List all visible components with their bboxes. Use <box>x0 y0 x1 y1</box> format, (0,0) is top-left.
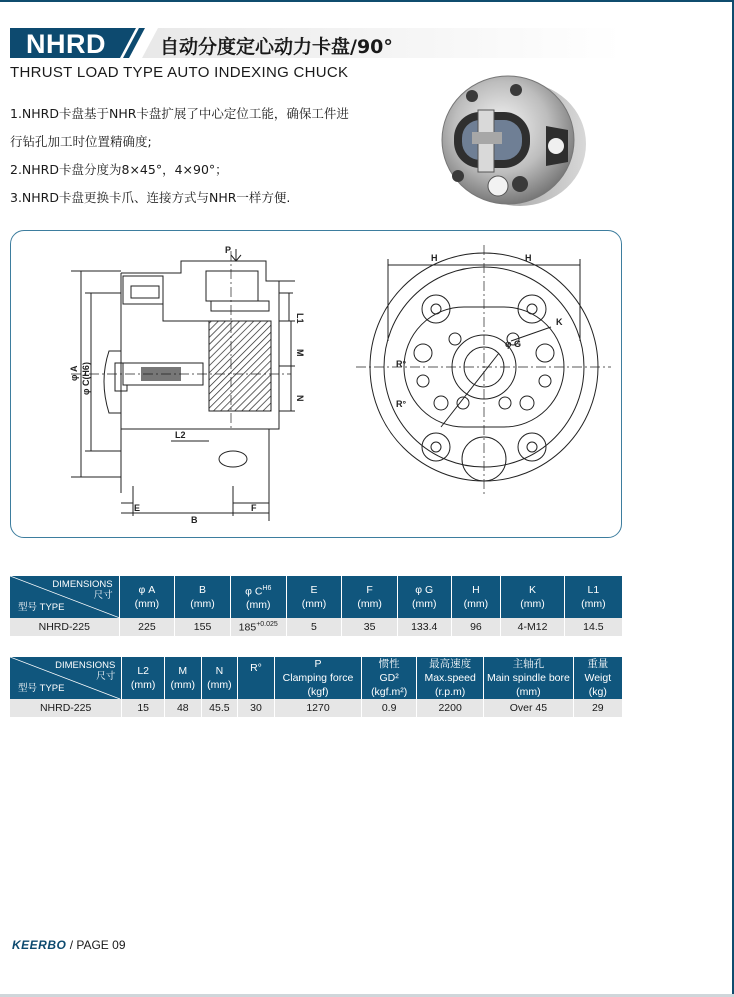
label-p: P <box>225 245 232 255</box>
brand-logo: KEERBO <box>12 938 67 952</box>
feature-line: 3.NHRD卡盘更换卡爪、连接方式与NHR一样方便. <box>10 190 291 205</box>
product-subtitle: THRUST LOAD TYPE AUTO INDEXING CHUCK <box>10 64 349 81</box>
drawing-svg <box>11 231 623 539</box>
col-g: φ G (mm) <box>397 576 451 618</box>
col-c: φ $C^{H6}$ (mm) <box>230 576 286 618</box>
cell-value: 2200 <box>417 699 484 717</box>
cell-value: 225 <box>119 618 175 636</box>
col-m: M (mm) <box>165 657 202 699</box>
cell-value: 5 <box>286 618 342 636</box>
title-bar <box>10 28 622 58</box>
cell-value: 15 <box>122 699 165 717</box>
feature-line: 行钻孔加工时位置精确度; <box>10 134 152 149</box>
col-h: H (mm) <box>451 576 501 618</box>
col-b: B (mm) <box>175 576 231 618</box>
table-row <box>10 618 622 636</box>
technical-drawing <box>10 230 622 538</box>
feature-line: 2.NHRD卡盘分度为8×45°，4×90°； <box>10 162 228 177</box>
page-footer <box>12 938 126 952</box>
col-bore: 主轴孔 Main spindle bore (mm) <box>484 657 573 699</box>
label-k: K <box>556 317 563 327</box>
col-l2: L2 (mm) <box>122 657 165 699</box>
label-b: B <box>191 515 198 525</box>
cell-value: 4-M12 <box>501 618 565 636</box>
spec-table-1 <box>10 576 622 636</box>
label-r2: R° <box>396 399 407 409</box>
corner-dimensions: DIMENSIONS <box>55 660 116 671</box>
table-row <box>10 699 622 717</box>
label-g: φ G <box>505 339 521 349</box>
col-l1: L1 (mm) <box>564 576 622 618</box>
label-h2: H <box>525 253 532 263</box>
cell-type: NHRD-225 <box>10 699 122 717</box>
top-rule <box>0 0 734 2</box>
corner-type: 型号 TYPE <box>18 683 65 694</box>
table-header-row <box>10 657 622 699</box>
label-l1: L1 <box>295 313 305 324</box>
cell-value: 35 <box>342 618 398 636</box>
col-p: P Clamping force (kgf) <box>274 657 361 699</box>
cell-value: Over 45 <box>484 699 573 717</box>
label-n: N <box>295 395 305 402</box>
col-k: K (mm) <box>501 576 565 618</box>
cell-value: 14.5 <box>564 618 622 636</box>
col-a: φ A (mm) <box>119 576 175 618</box>
cell-value: 1270 <box>274 699 361 717</box>
corner-dimensions: DIMENSIONS <box>52 579 113 590</box>
cell-value: 48 <box>165 699 202 717</box>
cell-value: 30 <box>238 699 275 717</box>
label-e: E <box>134 503 141 513</box>
product-name-cn: 自动分度定心动力卡盘/90° <box>160 36 393 58</box>
col-gd2: 惯性 GD² (kgf.m²) <box>362 657 417 699</box>
corner-dimensions-cn: 尺寸 <box>96 671 116 682</box>
label-l2: L2 <box>175 430 186 440</box>
feature-line: 1.NHRD卡盘基于NHR卡盘扩展了中心定位工能，确保工件进 <box>10 106 349 121</box>
label-a: φ A <box>69 365 79 381</box>
label-h1: H <box>431 253 438 263</box>
corner-type: 型号 TYPE <box>18 602 65 613</box>
label-c: φ C(H6) <box>81 362 91 395</box>
page-number: / PAGE 09 <box>69 938 126 952</box>
label-f: F <box>251 503 257 513</box>
label-m: M <box>295 349 305 357</box>
table-corner <box>10 657 122 699</box>
feature-list <box>10 100 410 212</box>
col-e: E (mm) <box>286 576 342 618</box>
cell-type: NHRD-225 <box>10 618 119 636</box>
col-speed: 最高速度 Max.speed (r.p.m) <box>417 657 484 699</box>
col-f: F (mm) <box>342 576 398 618</box>
cell-value: 45.5 <box>201 699 238 717</box>
corner-dimensions-cn: 尺寸 <box>93 590 113 601</box>
table-header-row <box>10 576 622 618</box>
cell-value: 29 <box>573 699 622 717</box>
col-n: N (mm) <box>201 657 238 699</box>
product-code: NHRD <box>26 29 106 59</box>
spec-table-2 <box>10 657 622 717</box>
col-r: R° <box>238 657 275 699</box>
cell-value: 155 <box>175 618 231 636</box>
col-weight: 重量 Weigt (kg) <box>573 657 622 699</box>
cell-value: 133.4 <box>397 618 451 636</box>
cell-value: 0.9 <box>362 699 417 717</box>
chuck-photo <box>428 66 598 216</box>
label-r1: R° <box>396 359 407 369</box>
table-corner <box>10 576 119 618</box>
cell-value: $185^{+0.025}$ <box>230 618 286 636</box>
cell-value: 96 <box>451 618 501 636</box>
